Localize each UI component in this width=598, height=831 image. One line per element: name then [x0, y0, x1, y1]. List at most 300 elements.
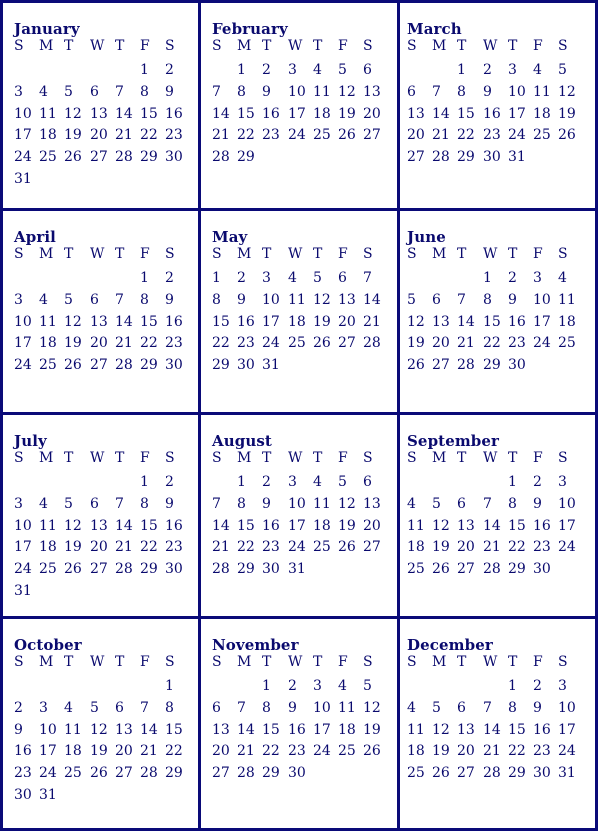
day-number: 7: [212, 495, 221, 512]
day-number: 13: [407, 105, 425, 122]
weekday-label: S: [165, 38, 175, 54]
day-number: 2: [237, 270, 246, 286]
day-number: 18: [288, 313, 306, 330]
weekday-label: M: [237, 654, 252, 670]
day-number: 14: [115, 313, 133, 330]
empty-day-cell: [237, 675, 262, 697]
day-number: 28: [212, 561, 230, 578]
weekday-label: F: [338, 654, 348, 670]
day-number: 18: [39, 127, 57, 144]
day-number: 6: [90, 495, 99, 512]
weekday-header: [407, 654, 595, 675]
empty-day-cell: [39, 471, 64, 493]
weekday-label: M: [237, 38, 252, 54]
week-row: [14, 168, 198, 190]
empty-day-cell: [432, 675, 457, 697]
weekday-label: T: [457, 450, 467, 466]
day-number: 29: [165, 765, 183, 782]
week-row: [14, 59, 198, 81]
day-number: 11: [533, 83, 551, 100]
weekday-label: T: [262, 450, 272, 466]
day-number: 11: [313, 495, 331, 512]
month-panel-january: [3, 3, 201, 211]
weekday-label: M: [432, 450, 447, 466]
month-name: January: [14, 20, 80, 38]
day-number: 26: [64, 149, 82, 166]
day-number: 10: [14, 105, 32, 122]
day-number: 18: [558, 313, 576, 330]
day-number: 4: [407, 495, 416, 512]
day-number: 29: [140, 561, 158, 578]
day-number: 16: [508, 313, 526, 330]
day-number: 19: [64, 335, 82, 352]
weekday-label: T: [115, 450, 125, 466]
day-number: 23: [237, 335, 255, 352]
weekday-label: M: [39, 654, 54, 670]
day-number: 7: [237, 699, 246, 716]
day-number: 18: [407, 743, 425, 760]
week-row: [14, 81, 198, 103]
day-number: 20: [90, 335, 108, 352]
week-row: [212, 267, 397, 289]
day-number: 2: [483, 62, 492, 78]
empty-day-cell: [483, 471, 508, 493]
week-row: [212, 146, 397, 168]
week-row: [407, 124, 595, 146]
weekday-label: T: [313, 450, 323, 466]
weekday-label: T: [508, 654, 518, 670]
day-number: 21: [483, 539, 501, 556]
day-number: 8: [140, 495, 149, 512]
month-panel-october: [3, 619, 201, 828]
weekday-label: F: [533, 246, 543, 262]
weekday-label: T: [64, 38, 74, 54]
week-row: [407, 146, 595, 168]
empty-day-cell: [432, 471, 457, 493]
weekday-label: M: [237, 246, 252, 262]
day-number: 27: [457, 765, 475, 782]
day-number: 21: [115, 335, 133, 352]
weekday-label: T: [313, 38, 323, 54]
week-row: [212, 332, 397, 354]
day-number: 20: [90, 539, 108, 556]
day-number: 2: [533, 474, 542, 490]
weekday-label: S: [212, 654, 222, 670]
weekday-header: [14, 450, 198, 471]
day-number: 10: [533, 291, 551, 308]
day-number: 18: [533, 105, 551, 122]
month-name: June: [407, 228, 446, 246]
day-number: 21: [115, 539, 133, 556]
day-number: 3: [533, 270, 542, 286]
day-number: 10: [14, 313, 32, 330]
weekday-label: S: [165, 246, 175, 262]
weekday-label: T: [313, 654, 323, 670]
week-row: [14, 784, 198, 806]
weekday-label: T: [262, 654, 272, 670]
day-number: 21: [483, 743, 501, 760]
day-number: 20: [115, 743, 133, 760]
empty-day-cell: [407, 471, 432, 493]
empty-day-cell: [90, 59, 115, 81]
day-number: 15: [140, 105, 158, 122]
day-number: 17: [14, 539, 32, 556]
day-number: 15: [165, 721, 183, 738]
day-number: 20: [90, 127, 108, 144]
week-row: [407, 103, 595, 125]
day-number: 31: [558, 765, 576, 782]
week-row: [14, 332, 198, 354]
week-row: [14, 762, 198, 784]
day-number: 7: [432, 83, 441, 100]
day-number: 24: [558, 743, 576, 760]
day-number: 19: [432, 539, 450, 556]
day-number: 23: [262, 539, 280, 556]
day-number: 5: [64, 495, 73, 512]
empty-day-cell: [64, 675, 90, 697]
day-number: 25: [533, 127, 551, 144]
weekday-label: F: [533, 450, 543, 466]
day-number: 18: [313, 517, 331, 534]
day-number: 15: [140, 313, 158, 330]
weekday-label: S: [558, 38, 568, 54]
day-number: 3: [39, 699, 48, 716]
day-number: 2: [288, 678, 297, 694]
day-number: 8: [237, 495, 246, 512]
day-number: 2: [262, 474, 271, 490]
day-number: 4: [533, 62, 542, 78]
week-row: [407, 536, 595, 558]
day-number: 5: [558, 62, 567, 78]
month-name: August: [212, 432, 272, 450]
day-number: 19: [64, 127, 82, 144]
day-number: 11: [64, 721, 82, 738]
weekday-label: S: [14, 654, 24, 670]
day-number: 23: [165, 335, 183, 352]
day-number: 19: [338, 105, 356, 122]
weekday-label: W: [483, 654, 498, 670]
day-number: 27: [90, 561, 108, 578]
week-row: [212, 471, 397, 493]
day-number: 27: [115, 765, 133, 782]
day-number: 31: [508, 149, 526, 166]
day-number: 24: [288, 127, 306, 144]
day-number: 7: [457, 291, 466, 308]
day-number: 4: [558, 270, 567, 286]
day-number: 20: [363, 517, 381, 534]
day-number: 30: [165, 561, 183, 578]
day-number: 14: [140, 721, 158, 738]
day-number: 11: [288, 291, 306, 308]
day-number: 22: [140, 335, 158, 352]
month-panel-december: [400, 619, 595, 828]
weekday-label: S: [165, 450, 175, 466]
day-number: 26: [338, 539, 356, 556]
day-number: 9: [288, 699, 297, 716]
day-number: 30: [483, 149, 501, 166]
day-number: 25: [313, 539, 331, 556]
day-number: 29: [483, 357, 501, 374]
day-number: 25: [39, 357, 57, 374]
day-number: 13: [363, 83, 381, 100]
day-number: 24: [313, 743, 331, 760]
day-number: 23: [533, 539, 551, 556]
empty-day-cell: [407, 59, 432, 81]
weekday-header: [14, 654, 198, 675]
day-number: 7: [212, 83, 221, 100]
week-row: [407, 493, 595, 515]
week-row: [14, 103, 198, 125]
day-number: 25: [39, 561, 57, 578]
day-number: 22: [140, 127, 158, 144]
empty-day-cell: [90, 267, 115, 289]
week-row: [407, 675, 595, 697]
day-number: 10: [14, 517, 32, 534]
day-number: 14: [212, 517, 230, 534]
day-number: 29: [237, 149, 255, 166]
empty-day-cell: [14, 471, 39, 493]
week-row: [212, 719, 397, 741]
week-row: [407, 267, 595, 289]
day-number: 28: [237, 765, 255, 782]
day-number: 27: [363, 127, 381, 144]
day-number: 15: [508, 721, 526, 738]
week-row: [14, 311, 198, 333]
day-number: 2: [533, 678, 542, 694]
day-number: 18: [338, 721, 356, 738]
day-number: 12: [313, 291, 331, 308]
day-number: 29: [262, 765, 280, 782]
day-number: 22: [237, 127, 255, 144]
day-number: 4: [313, 62, 322, 78]
day-number: 11: [338, 699, 356, 716]
week-row: [212, 124, 397, 146]
day-number: 8: [508, 495, 517, 512]
day-number: 6: [115, 699, 124, 716]
day-number: 22: [508, 743, 526, 760]
day-number: 24: [14, 561, 32, 578]
day-number: 7: [115, 83, 124, 100]
day-number: 19: [363, 721, 381, 738]
day-number: 11: [407, 721, 425, 738]
day-number: 5: [432, 699, 441, 716]
day-number: 4: [313, 474, 322, 490]
month-name: November: [212, 636, 299, 654]
day-number: 5: [64, 291, 73, 308]
month-name: April: [14, 228, 56, 246]
week-row: [212, 675, 397, 697]
day-number: 26: [64, 357, 82, 374]
day-number: 1: [457, 62, 466, 78]
day-number: 3: [14, 83, 23, 100]
day-number: 12: [338, 83, 356, 100]
week-row: [212, 103, 397, 125]
day-number: 1: [140, 62, 149, 78]
day-number: 14: [115, 517, 133, 534]
week-row: [407, 332, 595, 354]
day-number: 29: [212, 357, 230, 374]
day-number: 5: [64, 83, 73, 100]
day-number: 6: [363, 474, 372, 490]
day-number: 3: [288, 474, 297, 490]
day-number: 28: [363, 335, 381, 352]
weekday-label: M: [432, 38, 447, 54]
weekday-label: S: [363, 38, 373, 54]
day-number: 17: [313, 721, 331, 738]
weekday-label: T: [115, 246, 125, 262]
day-number: 23: [165, 539, 183, 556]
weekday-label: F: [338, 246, 348, 262]
day-number: 17: [533, 313, 551, 330]
empty-day-cell: [212, 59, 237, 81]
weekday-header: [212, 38, 397, 59]
day-number: 28: [115, 357, 133, 374]
day-number: 4: [407, 699, 416, 716]
day-number: 12: [432, 721, 450, 738]
day-number: 17: [39, 743, 57, 760]
day-number: 28: [457, 357, 475, 374]
day-number: 5: [338, 62, 347, 78]
day-number: 24: [14, 357, 32, 374]
day-number: 3: [262, 270, 271, 286]
day-number: 16: [14, 743, 32, 760]
day-number: 11: [39, 105, 57, 122]
weekday-header: [212, 246, 397, 267]
day-number: 2: [508, 270, 517, 286]
day-number: 17: [558, 721, 576, 738]
weekday-header: [212, 654, 397, 675]
day-number: 6: [432, 291, 441, 308]
day-number: 27: [407, 149, 425, 166]
month-panel-april: [3, 211, 201, 415]
day-number: 19: [64, 539, 82, 556]
day-number: 26: [363, 743, 381, 760]
weekday-label: T: [457, 654, 467, 670]
day-number: 13: [115, 721, 133, 738]
day-number: 31: [14, 170, 32, 187]
day-number: 19: [90, 743, 108, 760]
day-number: 21: [115, 127, 133, 144]
day-number: 8: [212, 291, 221, 308]
weekday-label: S: [14, 38, 24, 54]
day-number: 18: [39, 539, 57, 556]
week-row: [14, 719, 198, 741]
day-number: 25: [407, 765, 425, 782]
day-number: 15: [457, 105, 475, 122]
day-number: 19: [407, 335, 425, 352]
day-number: 27: [363, 539, 381, 556]
week-row: [407, 762, 595, 784]
day-number: 28: [432, 149, 450, 166]
day-number: 28: [483, 561, 501, 578]
weekday-label: M: [237, 450, 252, 466]
day-number: 30: [237, 357, 255, 374]
weekday-label: W: [288, 246, 303, 262]
day-number: 29: [508, 765, 526, 782]
weekday-label: M: [39, 246, 54, 262]
empty-day-cell: [140, 675, 165, 697]
day-number: 10: [313, 699, 331, 716]
day-number: 24: [39, 765, 57, 782]
weekday-label: W: [90, 654, 105, 670]
week-row: [14, 697, 198, 719]
day-number: 12: [363, 699, 381, 716]
weekday-label: S: [363, 654, 373, 670]
day-number: 27: [338, 335, 356, 352]
day-number: 9: [262, 495, 271, 512]
day-number: 1: [212, 270, 221, 286]
day-number: 6: [363, 62, 372, 78]
day-number: 17: [558, 517, 576, 534]
day-number: 5: [90, 699, 99, 716]
empty-day-cell: [39, 675, 64, 697]
weekday-label: S: [558, 450, 568, 466]
weekday-label: T: [115, 38, 125, 54]
week-row: [212, 59, 397, 81]
empty-day-cell: [457, 267, 483, 289]
week-row: [212, 81, 397, 103]
day-number: 10: [558, 495, 576, 512]
weekday-label: S: [363, 450, 373, 466]
day-number: 13: [90, 313, 108, 330]
empty-day-cell: [90, 471, 115, 493]
day-number: 15: [140, 517, 158, 534]
weekday-label: W: [288, 38, 303, 54]
weekday-label: S: [212, 38, 222, 54]
day-number: 9: [165, 83, 174, 100]
weekday-label: S: [14, 450, 24, 466]
week-row: [212, 536, 397, 558]
day-number: 21: [212, 127, 230, 144]
day-number: 24: [558, 539, 576, 556]
day-number: 7: [140, 699, 149, 716]
day-number: 1: [483, 270, 492, 286]
day-number: 20: [212, 743, 230, 760]
day-number: 26: [407, 357, 425, 374]
weekday-header: [407, 246, 595, 267]
day-number: 4: [64, 699, 73, 716]
weekday-label: M: [432, 246, 447, 262]
day-number: 11: [39, 517, 57, 534]
weekday-label: S: [558, 246, 568, 262]
day-number: 14: [212, 105, 230, 122]
empty-day-cell: [14, 59, 39, 81]
day-number: 12: [338, 495, 356, 512]
day-number: 23: [533, 743, 551, 760]
week-row: [212, 311, 397, 333]
day-number: 25: [39, 149, 57, 166]
day-number: 14: [115, 105, 133, 122]
weekday-label: F: [533, 654, 543, 670]
empty-day-cell: [457, 471, 483, 493]
day-number: 13: [338, 291, 356, 308]
day-number: 7: [363, 270, 372, 286]
day-number: 25: [558, 335, 576, 352]
day-number: 2: [262, 62, 271, 78]
day-number: 10: [39, 721, 57, 738]
day-number: 2: [165, 474, 174, 490]
day-number: 30: [262, 561, 280, 578]
weekday-label: W: [90, 450, 105, 466]
week-row: [407, 311, 595, 333]
empty-day-cell: [39, 59, 64, 81]
day-number: 1: [237, 62, 246, 78]
day-number: 9: [14, 721, 23, 738]
day-number: 26: [432, 765, 450, 782]
weekday-label: S: [407, 450, 417, 466]
week-row: [14, 515, 198, 537]
day-number: 25: [288, 335, 306, 352]
